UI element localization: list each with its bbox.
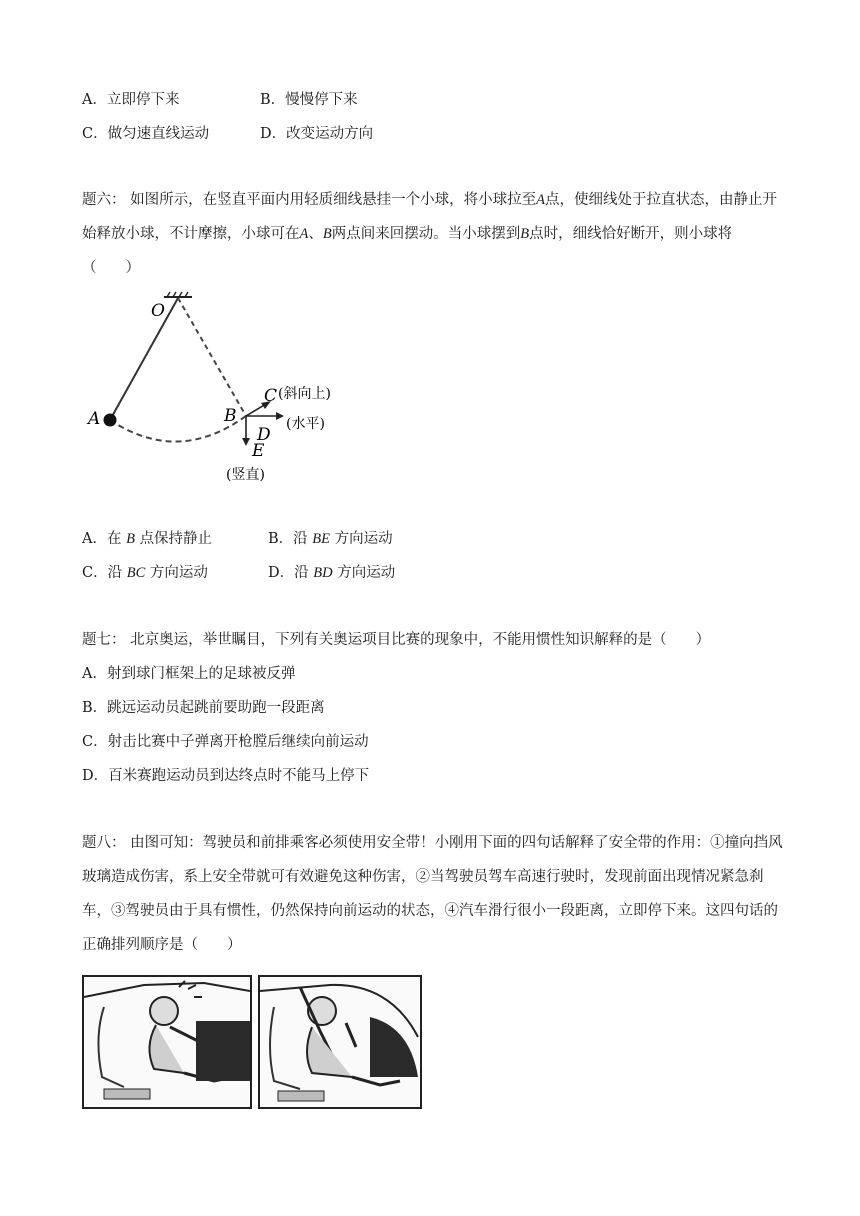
- q7-option-d: D．百米赛跑运动员到达终点时不能马上停下: [82, 768, 370, 784]
- q6-option-d: D．沿 BD 方向运动: [268, 565, 396, 581]
- q7-option-c: C．射击比赛中子弹离开枪膛后继续向前运动: [82, 734, 369, 750]
- q5-option-a: A．立即停下来: [82, 92, 180, 108]
- seatbelt-illustration-right: [258, 975, 422, 1109]
- note-c: (斜向上): [278, 386, 331, 402]
- q6-option-b: B．沿 BE 方向运动: [268, 531, 393, 547]
- q7-stem: 题七： 北京奥运，举世瞩目，下列有关奥运项目比赛的现象中，不能用惯性知识解释的是（ ）: [82, 632, 711, 648]
- q8-stem: 题八： 由图可知：驾驶员和前排乘客必须使用安全带！小刚用下面的四句话解释了安全带的作用：①撞向挡风玻璃造成伤害，系上安全带就可有效避免这种伤害，②当驾驶员驾车高速行驶时，发现前面出现情况紧急刹车，③驾驶员由于具有惯性，仍然保持向前运动的状态，④汽车滑行很小一段距离，立即停下来。这四句话的正确排列顺序是（ ）: [82, 835, 783, 953]
- q5-option-b: B．慢慢停下来: [260, 92, 358, 108]
- note-e: (竖直): [226, 467, 265, 483]
- label-b: B: [224, 406, 237, 426]
- q7-option-a: A．射到球门框架上的足球被反弹: [82, 666, 296, 682]
- arrow-be: [242, 416, 250, 446]
- q5-option-c: C．做匀速直线运动: [82, 126, 210, 142]
- string-ob: [178, 298, 246, 416]
- label-e: E: [252, 441, 265, 461]
- ceiling-support: [164, 292, 192, 297]
- q6-stem: 题六： 如图所示，在竖直平面内用轻质细线悬挂一个小球，将小球拉至A点，使细线处于拉直状态，由静止开始释放小球，不计摩擦，小球可在A、B两点间来回摆动。当小球摆到B点时，细线恰好断开，则小球将（ ）: [82, 192, 777, 276]
- q7-option-b: B．跳远运动员起跳前要助跑一段距离: [82, 700, 325, 716]
- label-a: A: [88, 409, 101, 429]
- q5-option-d: D．改变运动方向: [260, 126, 374, 142]
- note-d: (水平): [286, 416, 325, 432]
- label-d: D: [257, 425, 271, 445]
- ball: [104, 414, 117, 427]
- q6-option-a: A．在 B 点保持静止: [82, 531, 213, 547]
- q6-option-c: C．沿 BC 方向运动: [82, 565, 208, 581]
- pendulum-diagram: [80, 290, 360, 490]
- seatbelt-illustration-left: [82, 975, 252, 1109]
- string-oa: [110, 298, 178, 420]
- label-c: C: [264, 386, 278, 406]
- label-o: O: [151, 301, 165, 321]
